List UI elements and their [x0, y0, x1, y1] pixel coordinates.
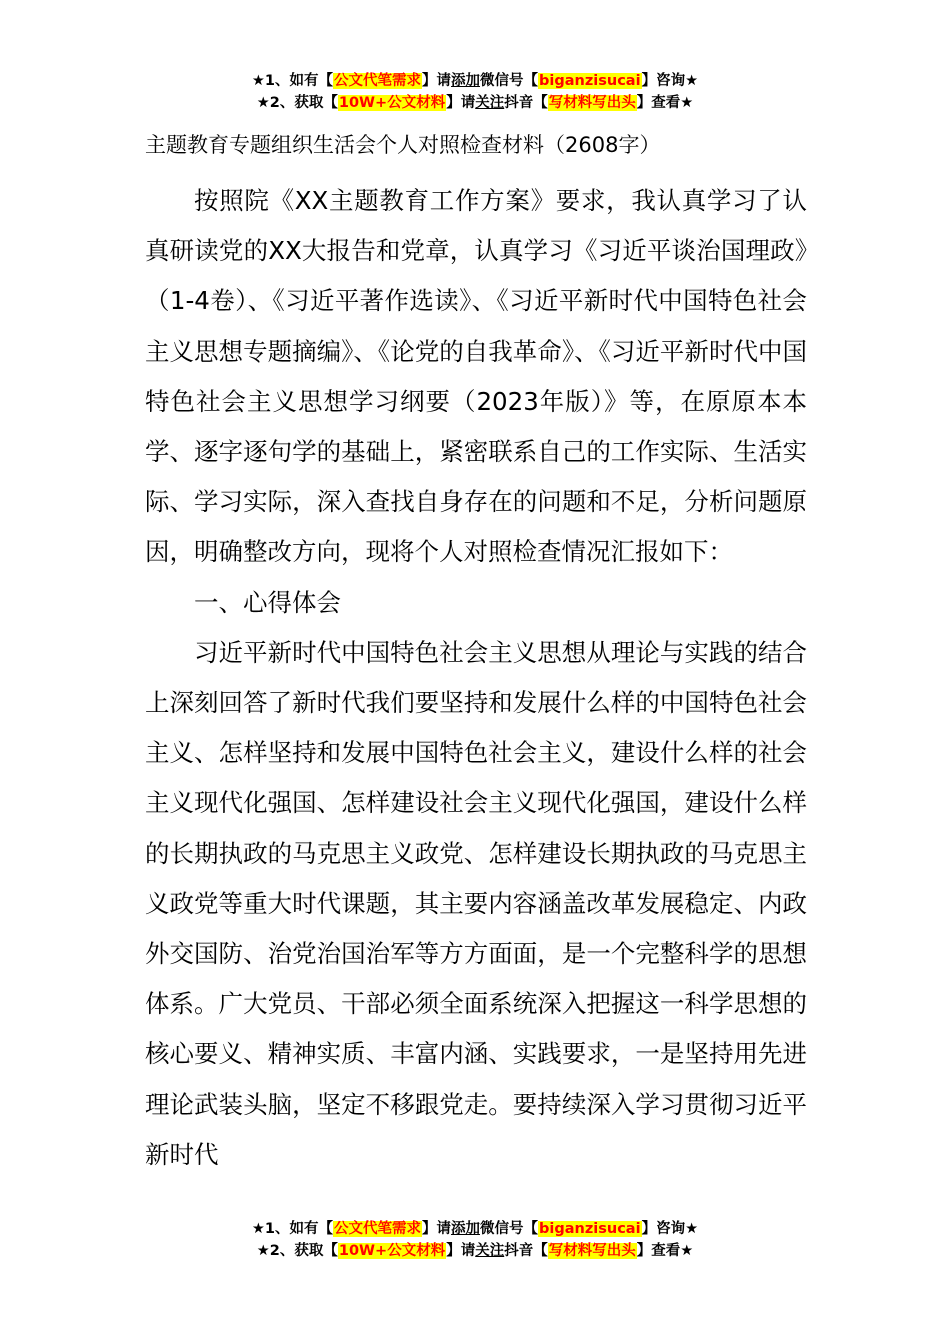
- star-icon: ★: [251, 73, 265, 89]
- highlight-wechat-id: biganzisucai: [539, 73, 641, 89]
- highlight-materials: 10W+公文材料: [338, 95, 446, 111]
- highlight-materials: 10W+公文材料: [338, 1243, 446, 1259]
- highlight-wechat-id: biganzisucai: [539, 1221, 641, 1237]
- banner-line-2: [0, 92, 950, 114]
- banner-line-1: [0, 1218, 950, 1240]
- banner-text: 】请: [446, 1243, 476, 1259]
- highlight-service: 公文代笔需求: [334, 73, 422, 89]
- banner-text: 】请: [446, 95, 476, 111]
- bottom-banner: [0, 1218, 950, 1262]
- star-icon: ★: [685, 1221, 699, 1237]
- star-icon: ★: [680, 95, 694, 111]
- document-title: 主题教育专题组织生活会个人对照检查材料（2608字）: [145, 133, 661, 157]
- underlined-text: 添加: [451, 73, 481, 89]
- star-icon: ★: [680, 1243, 694, 1259]
- banner-text: 2、获取【: [269, 95, 338, 111]
- star-icon: ★: [685, 73, 699, 89]
- banner-text: 】查看: [636, 1243, 681, 1259]
- banner-text: 】咨询: [641, 73, 686, 89]
- section-heading: 一、心得体会: [194, 587, 341, 617]
- banner-line-1: [0, 70, 950, 92]
- star-icon: ★: [256, 1243, 270, 1259]
- banner-text: 】请: [422, 1221, 452, 1237]
- banner-text: 】查看: [636, 95, 681, 111]
- star-icon: ★: [251, 1221, 265, 1237]
- banner-line-2: [0, 1240, 950, 1262]
- banner-text: 1、如有【: [264, 73, 334, 89]
- highlight-douyin-account: 写材料写出头: [548, 95, 636, 111]
- document-body: [145, 128, 807, 1180]
- top-banner: [0, 70, 950, 114]
- banner-text: 抖音【: [504, 95, 548, 111]
- underlined-text: 添加: [451, 1221, 481, 1237]
- banner-text: 抖音【: [504, 1243, 548, 1259]
- paragraph-body: 习近平新时代中国特色社会主义思想从理论与实践的结合上深刻回答了新时代我们要坚持和发展什么样的中国特色社会主义、怎样坚持和发展中国特色社会主义，建设什么样的社会主义现代化强国、怎样建设社会主义现代化强国，建设什么样的长期执政的马克思主义政党、怎样建设长期执政的马克思主义政党等重大时代课题，其主要内容涵盖改革发展稳定、内政外交国防、治党治国治军等方方面面，是一个完整科学的思想体系。广大党员、干部必须全面系统深入把握这一科学思想的核心要义、精神实质、丰富内涵、实践要求，一是坚持用先进理论武装头脑，坚定不移跟党走。要持续深入学习贯彻习近平新时代: [145, 637, 807, 1169]
- highlight-douyin-account: 写材料写出头: [548, 1243, 636, 1259]
- banner-text: 1、如有【: [264, 1221, 334, 1237]
- banner-text: 】咨询: [641, 1221, 686, 1237]
- underlined-text: 关注: [475, 95, 505, 111]
- underlined-text: 关注: [475, 1243, 505, 1259]
- highlight-service: 公文代笔需求: [334, 1221, 422, 1237]
- paragraph-intro: 按照院《XX主题教育工作方案》要求，我认真学习了认真研读党的XX大报告和党章，认真学习《习近平谈治国理政》（1-4卷）、《习近平著作选读》、《习近平新时代中国特色社会主义思想专题摘编》、《论党的自我革命》、《习近平新时代中国特色社会主义思想学习纲要（2023年版）》等，在原原本本学、逐字逐句学的基础上，紧密联系自己的工作实际、生活实际、学习实际，深入查找自身存在的问题和不足，分析问题原因，明确整改方向，现将个人对照检查情况汇报如下：: [145, 186, 807, 567]
- star-icon: ★: [256, 95, 270, 111]
- banner-text: 微信号【: [480, 73, 539, 89]
- banner-text: 微信号【: [480, 1221, 539, 1237]
- banner-text: 2、获取【: [269, 1243, 338, 1259]
- banner-text: 】请: [422, 73, 452, 89]
